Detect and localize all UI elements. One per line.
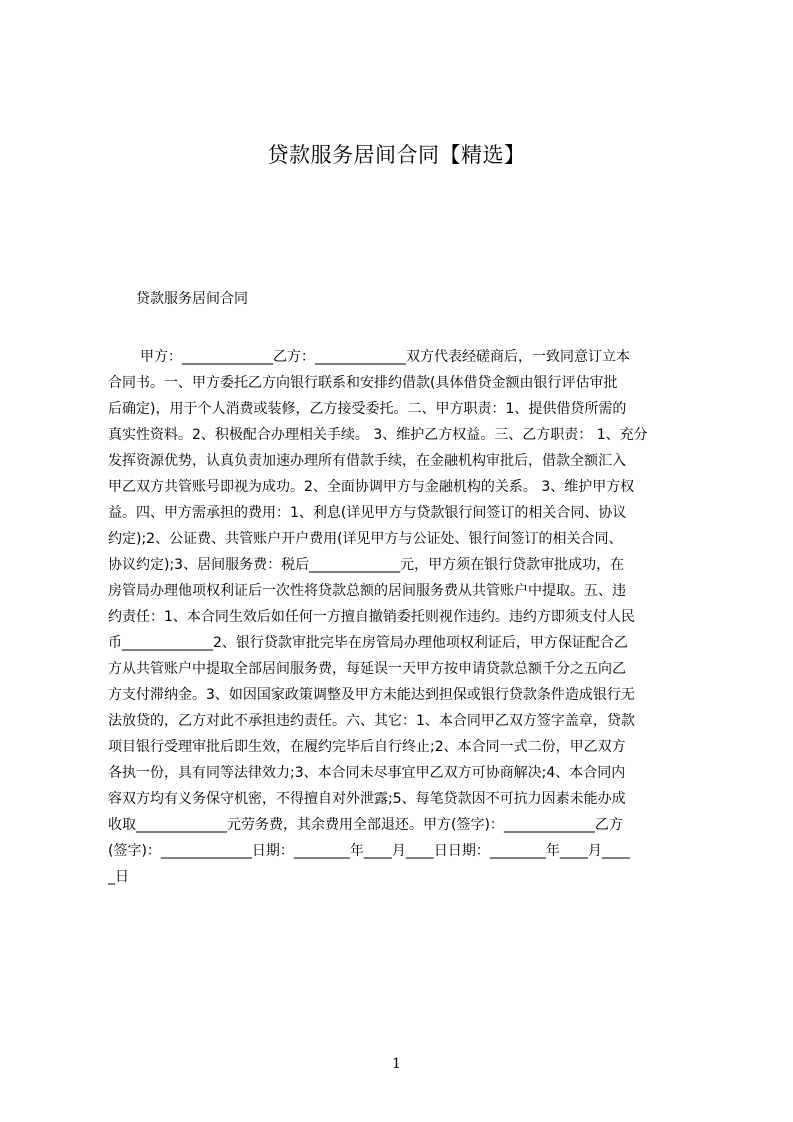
body-line: 约定);2、公证费、共管账户开户费用(详见甲方与公证处、银行间签订的相关合同、 xyxy=(108,531,623,547)
contract-body xyxy=(108,344,697,890)
page-number: 1 xyxy=(392,1056,401,1072)
body-line: 各执一份，具有同等法律效力;3、本合同未尽事宜甲乙双方可协商解决;4、本合同内 xyxy=(108,765,626,781)
body-line: 收取_____________元劳务费，其余费用全部退还。甲方(签字)：_____________乙方 xyxy=(108,817,623,833)
body-line: 甲方：_____________乙方：_____________双方代表经磋商后，一致同意订立本 xyxy=(140,349,630,365)
body-line: (签字)：_____________日期：________年____月____日日期：________年____月____ xyxy=(108,843,630,859)
body-line: 协议约定);3、居间服务费：税后_____________元，甲方须在银行贷款审批成功，在 xyxy=(108,557,625,573)
body-line: 容双方均有义务保守机密，不得擅自对外泄露;5、每笔贷款因不可抗力因素未能办成 xyxy=(108,791,626,807)
body-line: 房管局办理他项权利证后一次性将贷款总额的居间服务费从共管账户中提取。五、违 xyxy=(108,583,626,599)
body-line: 甲乙双方共管账号即视为成功。2、全面协调甲方与金融机构的关系。 3、维护甲方权 xyxy=(108,479,635,495)
document-subtitle: 贷款服务居间合同 xyxy=(136,291,248,307)
body-line: 真实性资料。2、积极配合办理相关手续。 3、维护乙方权益。三、乙方职责： 1、充分 xyxy=(108,427,648,443)
body-line: 法放贷的，乙方对此不承担违约责任。六、其它：1、本合同甲乙双方签字盖章，贷款 xyxy=(108,713,635,729)
body-line: 益。四、甲方需承担的费用：1、利息(详见甲方与贷款银行间签订的相关合同、协议 xyxy=(108,505,627,521)
body-line: 方支付滞纳金。3、如因国家政策调整及甲方未能达到担保或银行贷款条件造成银行无 xyxy=(108,687,635,703)
body-line: _日 xyxy=(108,869,129,885)
body-line: 发挥资源优势，认真负责加速办理所有借款手续，在金融机构审批后，借款全额汇入 xyxy=(108,453,626,469)
body-line: 方从共管账户中提取全部居间服务费，每延误一天甲方按申请贷款总额千分之五向乙 xyxy=(108,661,626,677)
page-title: 贷款服务居间合同【精选】 xyxy=(267,143,526,167)
body-line: 币_____________2、银行贷款审批完毕在房管局办理他项权利证后，甲方保证配合乙 xyxy=(108,635,628,651)
body-line: 合同书。一、甲方委托乙方向银行联系和安排约借款(具体借贷金额由银行评估审批 xyxy=(108,375,618,391)
body-line: 后确定)，用于个人消费或装修，乙方接受委托。二、甲方职责：1、提供借贷所需的 xyxy=(108,401,627,417)
body-line: 约责任：1、本合同生效后如任何一方擅自撤销委托则视作违约。违约方即须支付人民 xyxy=(108,609,635,625)
body-line: 项目银行受理审批后即生效，在履约完毕后自行终止;2、本合同一式二份，甲乙双方 xyxy=(108,739,626,755)
